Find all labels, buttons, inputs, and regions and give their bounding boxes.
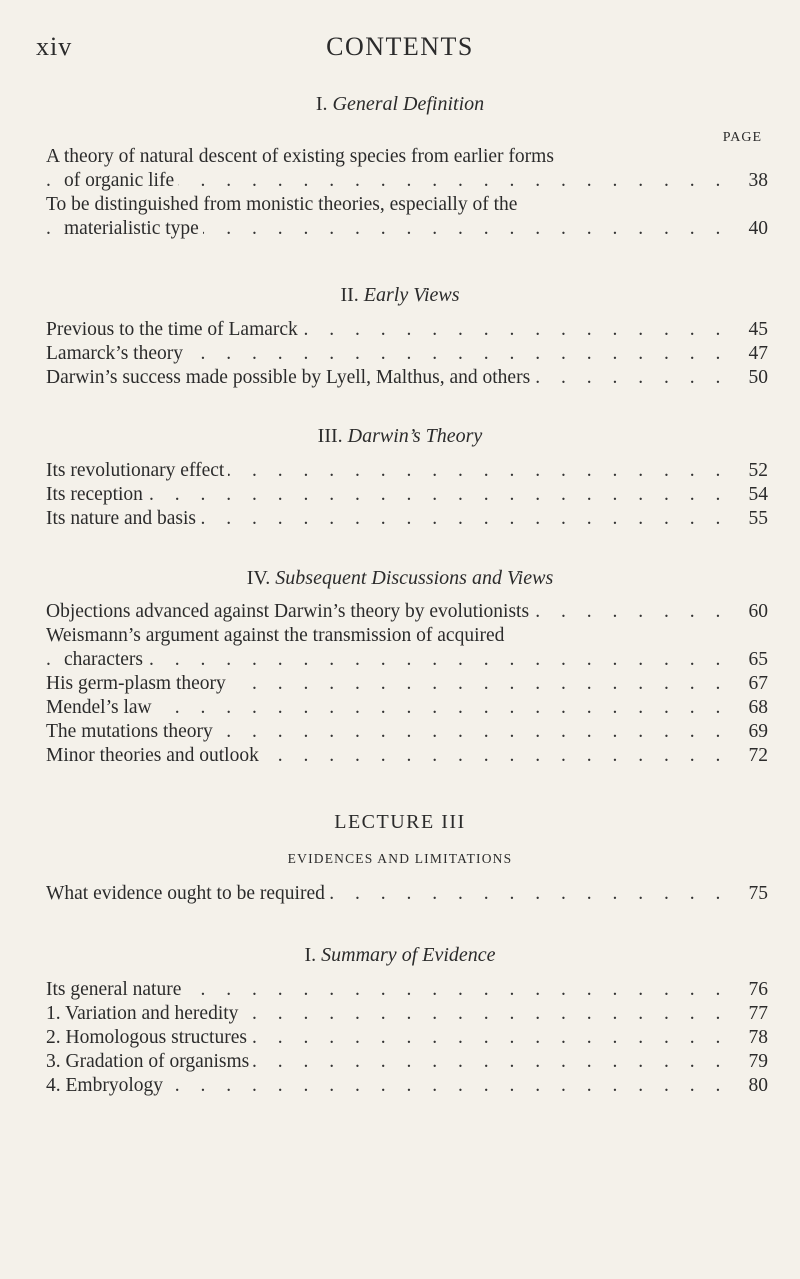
section-number: I. xyxy=(315,93,328,115)
toc-entry-text: Its reception xyxy=(46,484,147,505)
section-heading-darwins-theory xyxy=(0,425,800,448)
toc-entry xyxy=(46,1002,768,1026)
toc-line xyxy=(46,882,768,906)
lecture-subtitle: EVIDENCES AND LIMITATIONS xyxy=(287,851,513,866)
toc-entry-text: To be distinguished from monistic theories, especially of the xyxy=(46,194,521,215)
section-title: Subsequent Discussions and Views xyxy=(275,567,554,589)
toc-entry-text: The mutations theory xyxy=(46,721,217,742)
toc-entry xyxy=(46,507,768,531)
toc-page-number: 65 xyxy=(724,648,768,672)
toc-page-number: 52 xyxy=(724,459,768,483)
toc-entry-text: 1. Variation and heredity xyxy=(46,1003,242,1024)
section-title: General Definition xyxy=(332,93,485,115)
page-column-label: PAGE xyxy=(722,130,762,145)
section-title: Summary of Evidence xyxy=(321,944,496,966)
section-heading-general-definition xyxy=(0,93,800,116)
toc-line xyxy=(46,169,768,193)
toc-entry xyxy=(46,1026,768,1050)
toc-entry xyxy=(46,366,768,390)
toc-entry-text: Lamarck’s theory xyxy=(46,343,187,364)
toc-entries-s2 xyxy=(46,318,768,390)
toc-line xyxy=(46,1050,768,1074)
toc-line xyxy=(46,696,768,720)
toc-entry-text: What evidence ought to be required xyxy=(46,883,329,904)
toc-line xyxy=(46,1074,768,1098)
dot-leader xyxy=(46,483,722,507)
toc-line xyxy=(46,459,768,483)
toc-entries-s4 xyxy=(46,600,768,768)
toc-line xyxy=(46,145,768,169)
page-header xyxy=(0,32,800,72)
toc-entry-text: of organic life xyxy=(64,170,178,191)
toc-page-number: 54 xyxy=(724,483,768,507)
toc-entry xyxy=(46,600,768,624)
toc-line xyxy=(46,217,768,241)
toc-entry xyxy=(46,672,768,696)
toc-entries-s1 xyxy=(46,145,768,241)
toc-entry-text: Darwin’s success made possible by Lyell, Malthus, and others xyxy=(46,367,534,388)
toc-page-number: 38 xyxy=(724,169,768,193)
toc-entry xyxy=(46,483,768,507)
toc-page-number: 68 xyxy=(724,696,768,720)
toc-entry xyxy=(46,145,768,193)
toc-entry-text: Its revolutionary effect xyxy=(46,460,228,481)
toc-page-number: 76 xyxy=(724,978,768,1002)
toc-entry-text: 4. Embryology xyxy=(46,1075,167,1096)
toc-line xyxy=(46,744,768,768)
toc-entry xyxy=(46,696,768,720)
toc-page-number: 72 xyxy=(724,744,768,768)
toc-page-number: 75 xyxy=(724,882,768,906)
section-number: I. xyxy=(304,944,317,966)
section-number: II. xyxy=(340,284,359,306)
toc-entries-lecture xyxy=(46,882,768,906)
toc-line xyxy=(46,600,768,624)
toc-line xyxy=(46,1026,768,1050)
toc-entry-text: His germ-plasm theory xyxy=(46,673,230,694)
section-heading-summary-of-evidence xyxy=(0,944,800,967)
toc-page-number: 79 xyxy=(724,1050,768,1074)
lecture-title: LECTURE III xyxy=(334,811,466,833)
toc-entries-s3 xyxy=(46,459,768,531)
toc-entry xyxy=(46,744,768,768)
toc-page-number: 69 xyxy=(724,720,768,744)
toc-page-number: 78 xyxy=(724,1026,768,1050)
toc-entry xyxy=(46,978,768,1002)
toc-line xyxy=(46,648,768,672)
section-number: IV. xyxy=(246,567,271,589)
toc-entry xyxy=(46,1050,768,1074)
toc-entry-text: materialistic type xyxy=(64,218,203,239)
toc-page-number: 77 xyxy=(724,1002,768,1026)
toc-entry-text: Its nature and basis xyxy=(46,508,200,529)
toc-line xyxy=(46,366,768,390)
toc-entry xyxy=(46,318,768,342)
section-heading-early-views xyxy=(0,284,800,307)
toc-entry-text: Minor theories and outlook xyxy=(46,745,263,766)
toc-entry-text: A theory of natural descent of existing species from earlier forms xyxy=(46,146,558,167)
toc-line xyxy=(46,193,768,217)
dot-leader xyxy=(46,648,722,672)
section-heading-subsequent-discussions xyxy=(0,567,800,590)
toc-page-number: 80 xyxy=(724,1074,768,1098)
toc-entry xyxy=(46,459,768,483)
toc-entry-text: Its general nature xyxy=(46,979,185,1000)
toc-page-number: 67 xyxy=(724,672,768,696)
toc-entry xyxy=(46,624,768,672)
toc-entry-text: Mendel’s law xyxy=(46,697,156,718)
toc-entry xyxy=(46,193,768,241)
toc-page-number: 47 xyxy=(724,342,768,366)
toc-line xyxy=(46,1002,768,1026)
toc-page-number: 55 xyxy=(724,507,768,531)
toc-line xyxy=(46,507,768,531)
toc-line xyxy=(46,624,768,648)
toc-entry xyxy=(46,1074,768,1098)
toc-entry xyxy=(46,342,768,366)
toc-line xyxy=(46,978,768,1002)
toc-line xyxy=(46,483,768,507)
toc-entry-text: 3. Gradation of organisms xyxy=(46,1051,253,1072)
running-title: CONTENTS xyxy=(326,32,474,61)
toc-entry-text: characters xyxy=(64,649,147,670)
toc-page-number: 45 xyxy=(724,318,768,342)
toc-entries-summary xyxy=(46,978,768,1098)
section-title: Early Views xyxy=(363,284,460,306)
toc-entry xyxy=(46,882,768,906)
toc-line xyxy=(46,342,768,366)
toc-entry-text: Objections advanced against Darwin’s theory by evolutionists xyxy=(46,601,533,622)
toc-page-number: 60 xyxy=(724,600,768,624)
section-title: Darwin’s Theory xyxy=(347,425,483,447)
toc-entry-text: Weismann’s argument against the transmission of acquired xyxy=(46,625,508,646)
toc-entry-text: 2. Homologous structures xyxy=(46,1027,251,1048)
toc-line xyxy=(46,720,768,744)
toc-page-number: 40 xyxy=(724,217,768,241)
section-number: III. xyxy=(317,425,343,447)
page-folio: xiv xyxy=(36,32,73,61)
toc-line xyxy=(46,318,768,342)
toc-page-number: 50 xyxy=(724,366,768,390)
toc-line xyxy=(46,672,768,696)
toc-entry xyxy=(46,720,768,744)
toc-entry-text: Previous to the time of Lamarck xyxy=(46,319,302,340)
